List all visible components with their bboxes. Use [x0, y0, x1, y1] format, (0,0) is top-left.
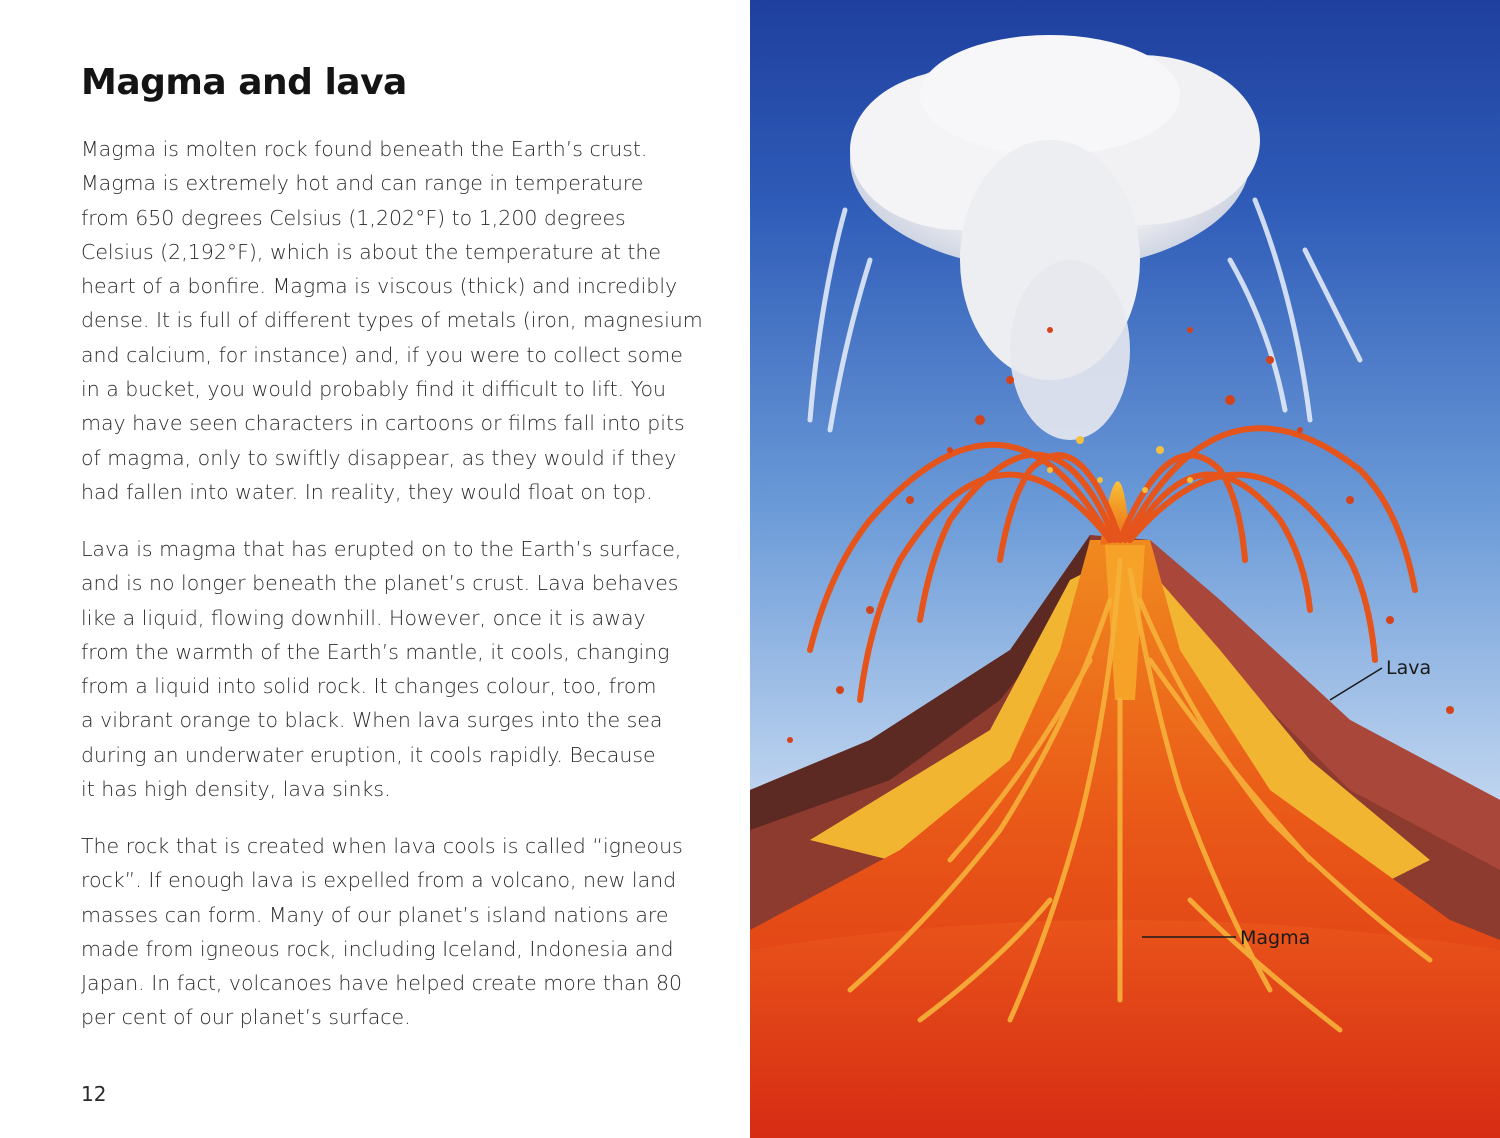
magma-label: Magma — [1240, 927, 1311, 949]
text-line: it has high density, lava sinks. — [81, 777, 391, 802]
text-line: dense. It is full of different types of metals (iron, magnesium — [81, 308, 703, 333]
text-line: Lava is magma that has erupted on to the Earth’s surface, — [81, 537, 682, 561]
text-line: and is no longer beneath the planet’s crust. Lava behaves — [81, 571, 679, 596]
text-line: heart of a bonfire. Magma is viscous (thick) and incredibly — [81, 274, 678, 299]
text-line: may have seen characters in cartoons or films fall into pits — [81, 411, 685, 436]
magma-ground — [750, 920, 1500, 1138]
text-line: a vibrant orange to black. When lava surges into the sea — [81, 708, 663, 733]
text-line: had fallen into water. In reality, they would float on top. — [81, 479, 653, 504]
text-line: made from igneous rock, including Iceland, Indonesia and — [81, 936, 674, 961]
text-line: and calcium, for instance) and, if you were to collect some — [81, 342, 683, 367]
volcano-illustration — [750, 0, 1500, 1138]
text-line: like a liquid, flowing downhill. However, once it is away — [81, 605, 646, 630]
text-line: rock”. If enough lava is expelled from a volcano, new land — [81, 868, 677, 893]
page-number: 12 — [81, 1082, 107, 1106]
text-line: masses can form. Many of our planet’s island nations are — [81, 902, 669, 927]
page-title: Magma and lava — [81, 62, 407, 103]
text-line: from the warmth of the Earth’s mantle, it cools, changing — [81, 639, 670, 664]
text-line: per cent of our planet’s surface. — [81, 1005, 411, 1030]
text-line: from 650 degrees Celsius (1,202°F) to 1,200 degrees — [81, 205, 626, 230]
text-line: Japan. In fact, volcanoes have helped create more than 80 — [81, 971, 683, 996]
paragraph-lava — [81, 532, 681, 806]
text-line: of magma, only to swiftly disappear, as they would if they — [81, 445, 677, 470]
lava-label: Lava — [1386, 657, 1432, 679]
text-line: The rock that is created when lava cools is called “igneous — [81, 834, 683, 858]
text-line: Magma is extremely hot and can range in temperature — [81, 171, 644, 196]
text-line: during an underwater eruption, it cools rapidly. Because — [81, 742, 656, 767]
text-line: Magma is molten rock found beneath the Earth’s crust. — [81, 137, 648, 161]
paragraph-magma — [81, 132, 703, 509]
text-line: in a bucket, you would probably find it difficult to lift. You — [81, 377, 667, 402]
text-line: Celsius (2,192°F), which is about the temperature at the — [81, 239, 662, 264]
paragraph-igneous-rock — [81, 829, 681, 1035]
text-line: from a liquid into solid rock. It changes colour, too, from — [81, 674, 657, 699]
